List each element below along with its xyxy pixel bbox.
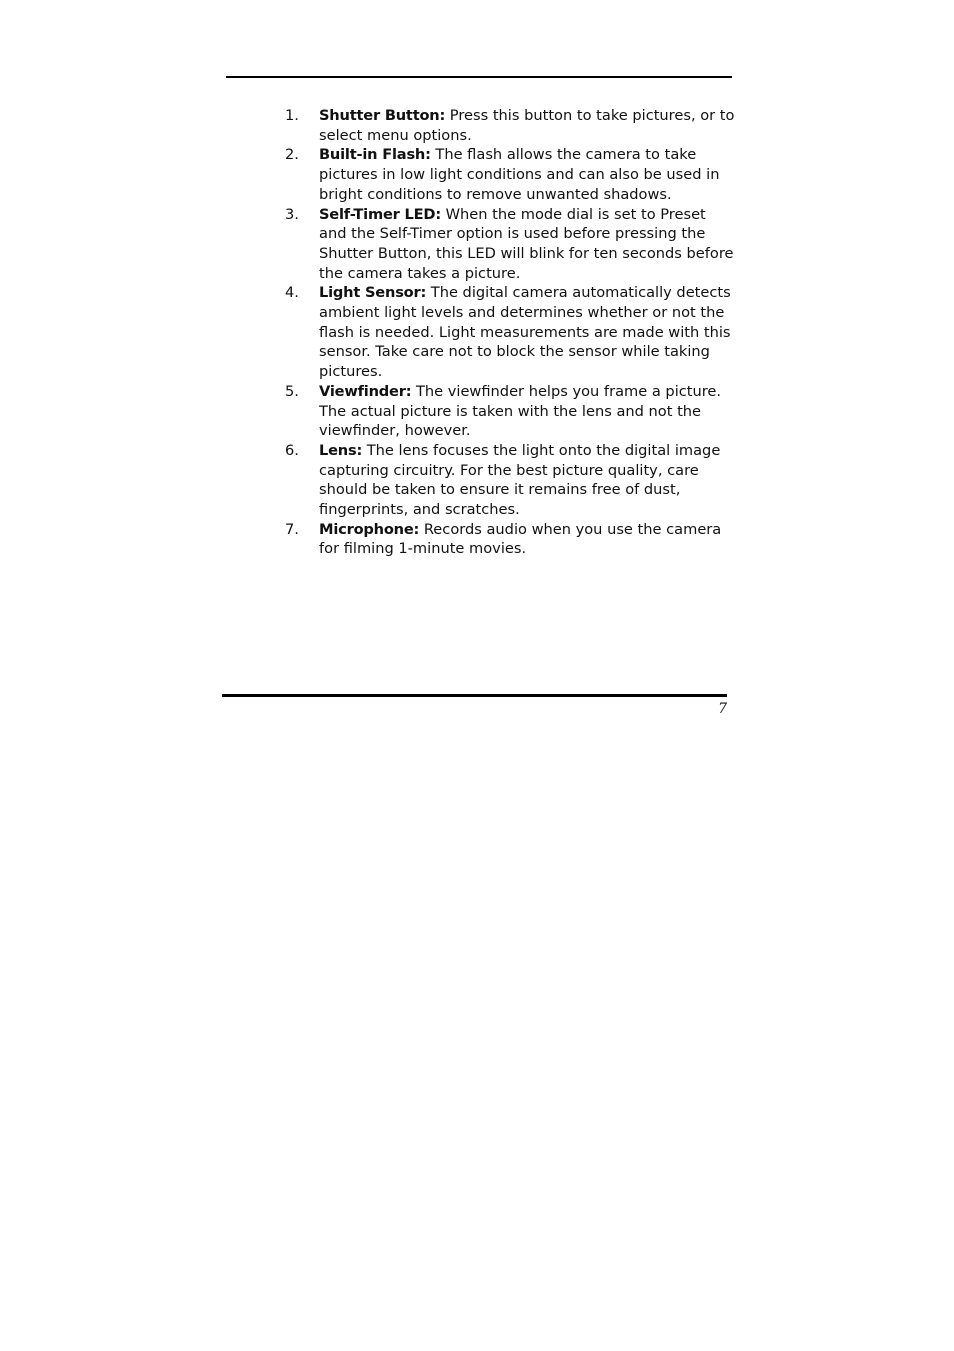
- list-item: [285, 520, 735, 559]
- item-term: Self-Timer LED:: [319, 205, 441, 223]
- camera-parts-list: [285, 106, 735, 559]
- item-description: [319, 106, 735, 145]
- item-body: The lens focuses the light onto the digital image capturing circuitry. For the best picture quality, care should be taken to ensure it remains free of dust, fingerprints, and scratches.: [319, 441, 721, 519]
- item-term: Built-in Flash:: [319, 146, 431, 164]
- item-number: 4.: [285, 284, 299, 302]
- list-item: [285, 283, 735, 382]
- item-term: Lens:: [319, 441, 363, 459]
- item-description: [319, 441, 735, 520]
- item-term: Microphone:: [319, 520, 420, 538]
- item-description: [319, 520, 735, 559]
- item-description: [319, 283, 735, 382]
- item-body: The flash allows the camera to take pictures in low light conditions and can also be used in bright conditions to remove unwanted shadows.: [319, 146, 720, 203]
- header-rule: [226, 76, 732, 78]
- item-description: [319, 382, 735, 441]
- item-number: 2.: [285, 146, 299, 164]
- list-item: [285, 382, 735, 441]
- list-item: [285, 441, 735, 520]
- item-number: 6.: [285, 441, 299, 459]
- list-item: [285, 106, 735, 145]
- item-number: 3.: [285, 205, 299, 223]
- item-number: 7.: [285, 520, 299, 538]
- item-number: 1.: [285, 107, 299, 124]
- item-description: [319, 145, 735, 204]
- item-body: The digital camera automatically detects ambient light levels and determines whether or not the flash is needed. Light measurements are made with this sensor. Take care not to block the sensor while taking pictures.: [319, 284, 731, 381]
- item-term: Viewfinder:: [319, 382, 412, 400]
- page-number: 7: [718, 701, 727, 717]
- item-body: When the mode dial is set to Preset and the Self-Timer option is used before pressing the Shutter Button, this LED will blink for ten seconds before the camera takes a picture.: [319, 205, 734, 282]
- list-item: [285, 205, 735, 284]
- item-term: Light Sensor:: [319, 284, 427, 302]
- item-term: Shutter Button:: [319, 107, 446, 124]
- item-description: [319, 205, 735, 284]
- item-body: Records audio when you use the camera for filming 1-minute movies.: [319, 520, 722, 558]
- item-number: 5.: [285, 382, 299, 400]
- item-body: Press this button to take pictures, or to select menu options.: [319, 107, 735, 144]
- item-body: The viewfinder helps you frame a picture. The actual picture is taken with the lens and not the viewfinder, however.: [319, 382, 722, 440]
- footer-rule: [222, 694, 727, 697]
- list-item: [285, 145, 735, 204]
